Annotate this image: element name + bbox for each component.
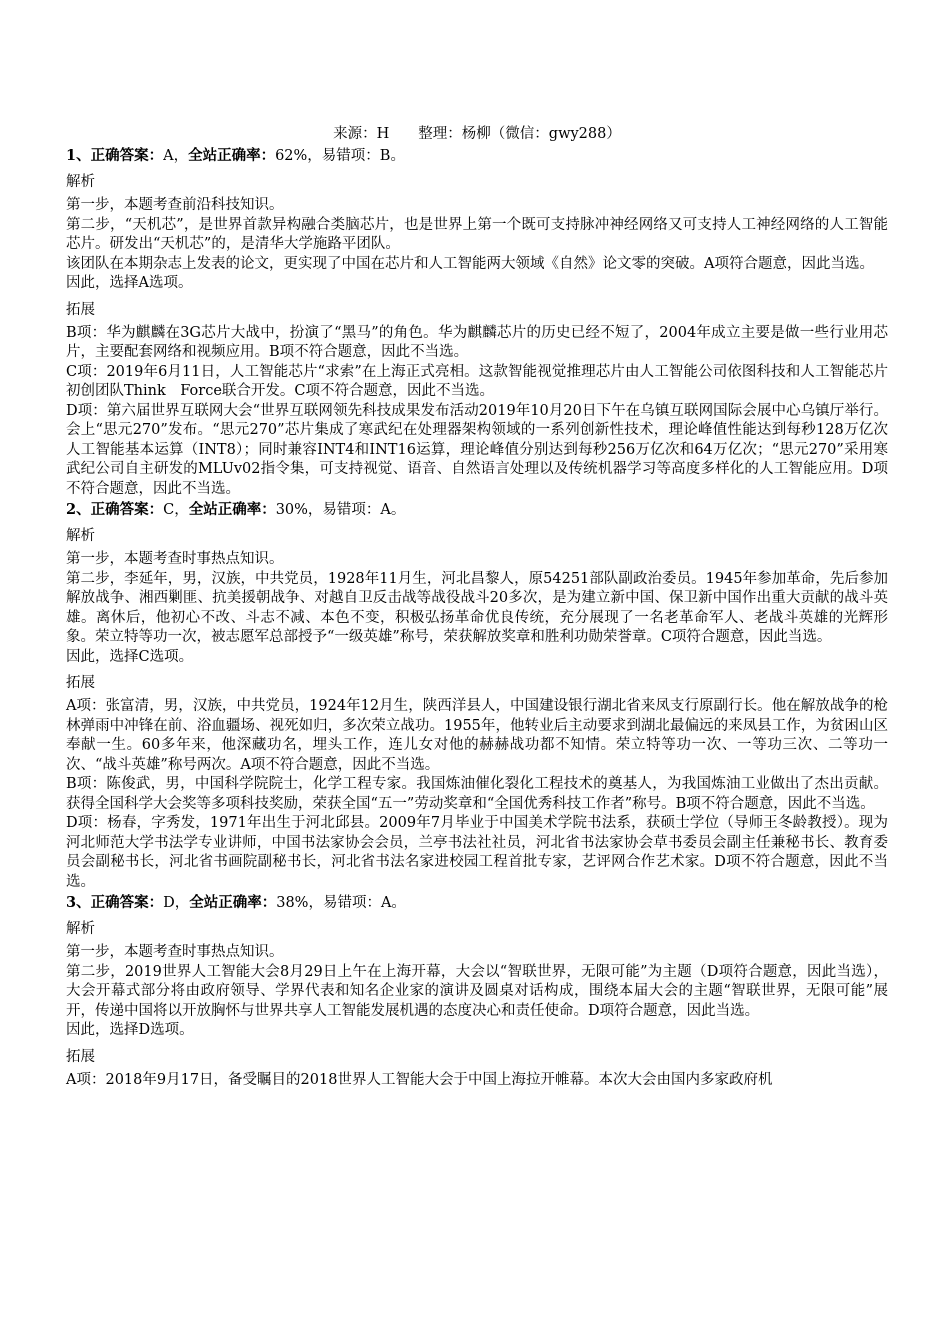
source-line: 来源：H 整理：杨柳（微信：gwy288）	[333, 126, 621, 142]
rate-value: 38%，易错项：A。	[276, 895, 406, 911]
analysis-paragraph: 第一步，本题考查前沿科技知识。	[66, 197, 284, 213]
answer-value: A，	[163, 148, 189, 164]
analysis-paragraph: 第二步，李延年，男，汉族，中共党员，1928年11月生，河北昌黎人，原54251部队副政治委员。1945年参加革命，先后参加解放战争、湘西剿匪、抗美援朝战争、对越自卫反击战等战役战斗20多次，是为建立新中国、保卫新中国作出重大贡献的战斗英雄。离休后，他初心不改、斗志不减、本色不变，积极弘扬革命优良传统，充分展现了一名老革命军人、老战斗英雄的光辉形象。荣立特等功一次，被志愿军总部授予“一级英雄”称号，荣获解放奖章和胜利功勋荣誉章。C项符合题意，因此当选。	[66, 570, 888, 645]
analysis-paragraph: 因此，选择D选项。	[66, 1022, 194, 1038]
extension-paragraph: A项：2018年9月17日，备受瞩目的2018世界人工智能大会于中国上海拉开帷幕。本次大会由国内多家政府机	[66, 1071, 773, 1088]
rate-label: 全站正确率：	[188, 147, 276, 164]
question-number: 1、	[66, 147, 91, 164]
extension-paragraph: D项：第六届世界互联网大会“世界互联网领先科技成果发布活动2019年10月20日下午在乌镇互联网国际会展中心乌镇厅举行。会上“思元270”发布。“思元270”芯片集成了寒武纪在处理器架构领域的一系列创新性技术，理论峰值性能达到每秒128万亿次人工智能基本运算（INT8）；同时兼容INT4和INT16运算，理论峰值分别达到每秒256万亿次和64万亿次；“思元270”采用寒武纪公司自主研发的MLUv02指令集，可支持视觉、语音、自然语言处理以及传统机器学习等高度多样化的人工智能应用。D项不符合题意，因此不当选。	[66, 402, 888, 497]
extension-heading: 拓展	[66, 301, 95, 318]
analysis-heading: 解析	[66, 921, 95, 937]
extension-paragraph: B项：陈俊武，男，中国科学院院士，化学工程专家。我国炼油催化裂化工程技术的奠基人，为我国炼油工业做出了杰出贡献。获得全国科学大会奖等多项科技奖励，荣获全国“五一”劳动奖章和“全国优秀科技工作者”称号。B项不符合题意，因此不当选。	[66, 776, 888, 812]
answer-value: D，	[163, 895, 190, 911]
analysis-heading: 解析	[66, 528, 95, 544]
extension-paragraph: D项：杨春，字秀发，1971年出生于河北邱县。2009年7月毕业于中国美术学院书法系，获硕士学位（导师王冬龄教授）。现为河北师范大学书法学专业讲师，中国书法家协会会员，兰亭书法社社员，河北省书法家协会草书委员会副主任兼秘书长、教育委员会副秘书长，河北省书画院副秘书长，河北省书法名家进校园工程首批专家，艺评网合作艺术家。D项不符合题意，因此不当选。	[66, 815, 888, 890]
answer-line	[66, 500, 888, 520]
answer-line	[66, 146, 888, 166]
analysis-paragraph: 第一步，本题考查时事热点知识。	[66, 944, 284, 960]
question-2	[66, 500, 888, 892]
analysis-paragraph: 因此，选择C选项。	[66, 648, 194, 665]
question-3	[66, 893, 888, 1090]
answer-label: 正确答案：	[90, 501, 164, 518]
analysis-paragraph: 因此，选择A选项。	[66, 275, 193, 291]
answer-line	[66, 893, 888, 913]
answer-label: 正确答案：	[90, 147, 164, 164]
rate-value: 30%，易错项：A。	[275, 502, 406, 518]
analysis-paragraph: 第一步，本题考查时事热点知识。	[66, 551, 284, 567]
extension-heading: 拓展	[66, 1048, 95, 1065]
question-1	[66, 146, 888, 499]
rate-value: 62%，易错项：B。	[275, 148, 405, 164]
document-body	[66, 124, 888, 1090]
answer-value: C，	[163, 502, 189, 518]
analysis-heading: 解析	[66, 174, 95, 190]
analysis-paragraph: 第二步，2019世界人工智能大会8月29日上午在上海开幕，大会以“智联世界，无限可能”为主题（D项符合题意，因此当选），大会开幕式部分将由政府领导、学界代表和知名企业家的演讲及圆桌对话构成，围绕本届大会的主题“智联世界，无限可能”展开，传递中国将以开放胸怀与世界共享人工智能发展机遇的态度决心和责任使命。D项符合题意，因此当选。	[66, 963, 888, 1019]
question-number: 2、	[66, 501, 91, 518]
rate-label: 全站正确率：	[188, 501, 276, 518]
answer-label: 正确答案：	[90, 894, 164, 911]
question-number: 3、	[66, 894, 91, 911]
analysis-paragraph: 该团队在本期杂志上发表的论文，更实现了中国在芯片和人工智能两大领域《自然》论文零的突破。A项符合题意，因此当选。	[66, 255, 874, 272]
extension-paragraph: C项：2019年6月11日，人工智能芯片“求索”在上海正式亮相。这款智能视觉推理芯片由人工智能公司依图科技和人工智能芯片初创团队Think Force联合开发。C项不符合题意，因此不当选。	[66, 363, 888, 399]
extension-heading: 拓展	[66, 675, 95, 691]
extension-paragraph: B项：华为麒麟在3G芯片大战中，扮演了“黑马”的角色。华为麒麟芯片的历史已经不短了，2004年成立主要是做一些行业用芯片，主要配套网络和视频应用。B项不符合题意，因此不当选。	[66, 324, 888, 360]
extension-paragraph: A项：张富清，男，汉族，中共党员，1924年12月生，陕西洋县人，中国建设银行湖北省来凤支行原副行长。他在解放战争的枪林弹雨中冲锋在前、浴血疆场、视死如归，多次荣立战功。1955年，他转业后主动要求到湖北最偏远的来凤县工作，为贫困山区奉献一生。60多年来，他深藏功名，埋头工作，连儿女对他的赫赫战功都不知情。荣立特等功一次、一等功三次、二等功一次、“战斗英雄”称号两次。A项不符合题意，因此不当选。	[66, 698, 888, 773]
analysis-paragraph: 第二步，“天机芯”，是世界首款异构融合类脑芯片，也是世界上第一个既可支持脉冲神经网络又可支持人工神经网络的人工智能芯片。研发出“天机芯”的，是清华大学施路平团队。	[66, 216, 888, 252]
rate-label: 全站正确率：	[189, 894, 277, 911]
